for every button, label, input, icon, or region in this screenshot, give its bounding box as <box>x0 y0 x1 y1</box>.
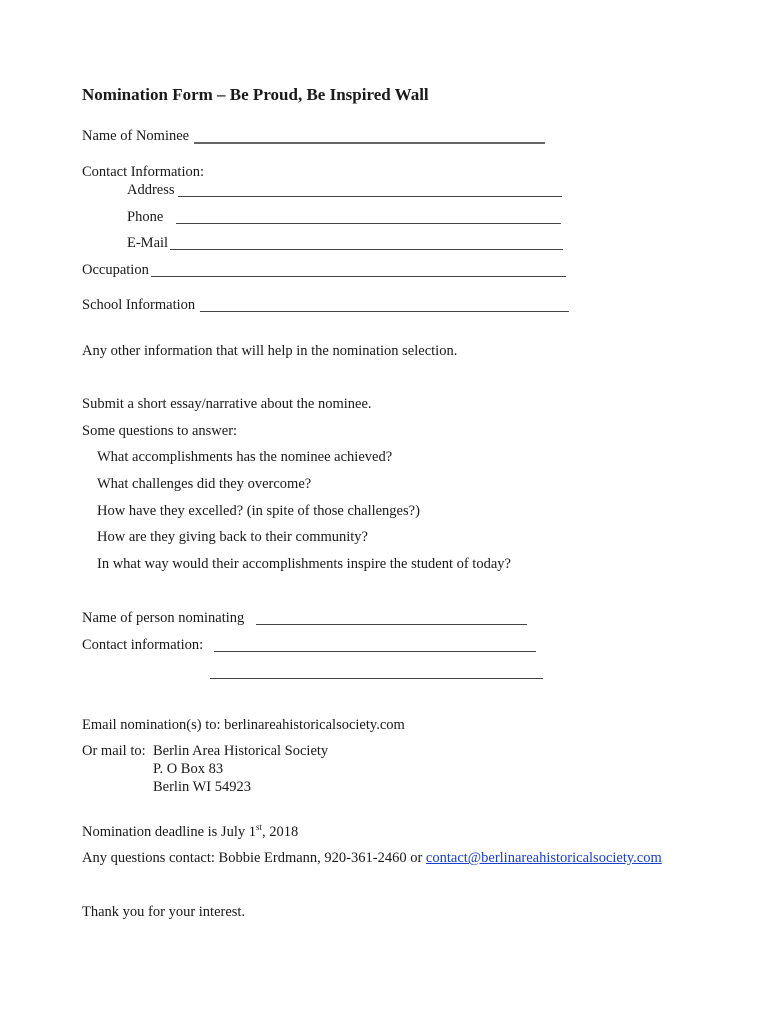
email-blank[interactable] <box>170 249 563 250</box>
address-label: Address <box>127 182 175 198</box>
questions-contact-text: Any questions contact: Bobbie Erdmann, 920-361-2460 or <box>82 850 423 866</box>
phone-label: Phone <box>127 209 164 225</box>
question-item: What challenges did they overcome? <box>97 476 312 492</box>
deadline-text: Nomination deadline is July 1 <box>82 824 256 840</box>
school-info-label: School Information <box>82 297 196 313</box>
questions-contact-line <box>82 849 662 867</box>
page-title: Nomination Form – Be Proud, Be Inspired Wall <box>82 85 429 104</box>
mail-address-line: Berlin WI 54923 <box>153 779 251 795</box>
closing-text: Thank you for your interest. <box>82 904 246 920</box>
deadline-ordinal: st <box>255 822 262 833</box>
nominee-blank[interactable] <box>194 142 545 144</box>
mail-address-line: P. O Box 83 <box>153 761 224 777</box>
questions-heading: Some questions to answer: <box>82 423 238 439</box>
nominator-contact-blank[interactable] <box>214 651 536 652</box>
phone-blank[interactable] <box>176 223 561 224</box>
nominator-contact-label: Contact information: <box>82 637 204 653</box>
contact-email-link[interactable]: contact@berlinareahistoricalsociety.com <box>425 850 662 866</box>
mail-prefix: Or mail to: <box>82 743 146 759</box>
nominator-name-blank[interactable] <box>256 624 527 625</box>
question-item: What accomplishments has the nominee achieved? <box>97 449 393 465</box>
school-info-blank[interactable] <box>200 311 569 312</box>
occupation-blank[interactable] <box>151 276 566 277</box>
question-item: How have they excelled? (in spite of those challenges?) <box>97 503 420 519</box>
address-blank[interactable] <box>178 196 562 197</box>
contact-info-heading: Contact Information: <box>82 164 205 180</box>
email-label: E-Mail <box>127 235 169 251</box>
nominator-name-label: Name of person nominating <box>82 610 245 626</box>
mail-address-line: Berlin Area Historical Society <box>153 743 329 759</box>
question-item: In what way would their accomplishments inspire the student of today? <box>97 556 511 572</box>
nominator-contact-blank-2[interactable] <box>210 678 543 679</box>
other-info-text: Any other information that will help in the nomination selection. <box>82 343 458 359</box>
nominee-label: Name of Nominee <box>82 128 190 144</box>
question-item: How are they giving back to their community? <box>97 529 368 545</box>
deadline-line <box>82 823 298 841</box>
email-submission-line: Email nomination(s) to: berlinareahistoricalsociety.com <box>82 717 405 733</box>
occupation-label: Occupation <box>82 262 149 278</box>
deadline-year: , 2018 <box>262 824 299 840</box>
essay-intro: Submit a short essay/narrative about the nominee. <box>82 396 372 412</box>
